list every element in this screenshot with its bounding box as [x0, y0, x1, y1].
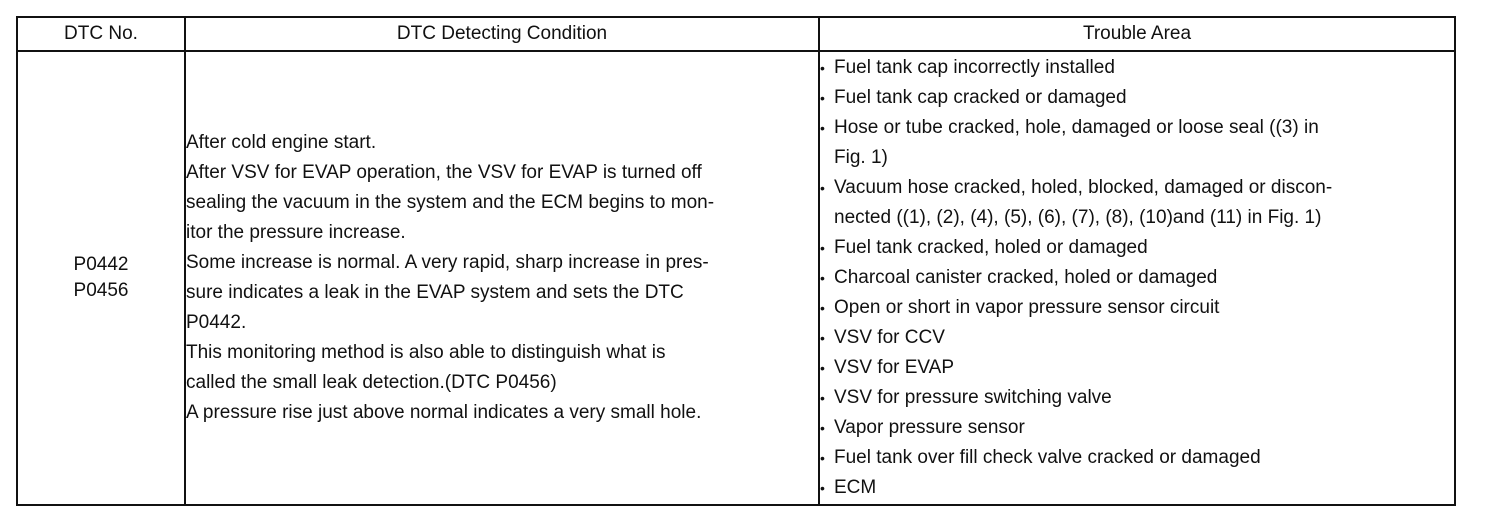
bullet-icon: •	[820, 60, 825, 76]
dtc-code: P0456	[73, 280, 129, 301]
list-item	[820, 53, 1454, 83]
trouble-area-text: VSV for CCV	[834, 327, 945, 348]
list-item	[820, 353, 1454, 383]
detecting-condition-cell	[185, 51, 819, 505]
condition-text-line: Some increase is normal. A very rapid, sharp increase in pres-	[186, 252, 709, 273]
condition-text-line: sure indicates a leak in the EVAP system and sets the DTC	[186, 282, 684, 303]
condition-text-line: itor the pressure increase.	[186, 222, 406, 243]
bullet-icon: •	[820, 480, 825, 496]
trouble-area-text: Hose or tube cracked, hole, damaged or loose seal ((3) in	[834, 117, 1319, 138]
list-item	[820, 113, 1454, 173]
list-item	[820, 413, 1454, 443]
trouble-area-list	[820, 53, 1454, 503]
condition-text-line: After cold engine start.	[186, 132, 377, 153]
trouble-area-text: nected ((1), (2), (4), (5), (6), (7), (8), (10)and (11) in Fig. 1)	[834, 207, 1322, 228]
trouble-area-text: Fuel tank over fill check valve cracked or damaged	[834, 447, 1261, 468]
condition-text-line: called the small leak detection.(DTC P0456)	[186, 372, 557, 393]
list-item	[820, 443, 1454, 473]
dtc-code: P0442	[73, 254, 129, 275]
bullet-icon: •	[820, 90, 825, 106]
bullet-icon: •	[820, 240, 825, 256]
list-item	[820, 233, 1454, 263]
trouble-area-text: VSV for pressure switching valve	[834, 387, 1112, 408]
condition-text-line: sealing the vacuum in the system and the ECM begins to mon-	[186, 192, 715, 213]
condition-text-line: A pressure rise just above normal indicates a very small hole.	[186, 402, 702, 423]
bullet-icon: •	[820, 330, 825, 346]
bullet-icon: •	[820, 450, 825, 466]
table-row	[17, 51, 1455, 505]
trouble-area-text: Fig. 1)	[834, 147, 888, 168]
trouble-area-cell	[819, 51, 1455, 505]
trouble-area-text: Fuel tank cap incorrectly installed	[834, 57, 1115, 78]
list-item	[820, 293, 1454, 323]
trouble-area-text: Vacuum hose cracked, holed, blocked, damaged or discon-	[834, 177, 1333, 198]
condition-text-line: After VSV for EVAP operation, the VSV for EVAP is turned off	[186, 162, 702, 183]
list-item	[820, 383, 1454, 413]
dtc-number-cell	[17, 51, 185, 505]
list-item	[820, 323, 1454, 353]
dtc-table	[16, 16, 1456, 506]
header-trouble-area: Trouble Area	[819, 17, 1455, 51]
condition-text-line: P0442.	[186, 312, 247, 333]
condition-text-line: This monitoring method is also able to distinguish what is	[186, 342, 666, 363]
trouble-area-text: Charcoal canister cracked, holed or damaged	[834, 267, 1218, 288]
list-item	[820, 83, 1454, 113]
bullet-icon: •	[820, 270, 825, 286]
trouble-area-text: Fuel tank cap cracked or damaged	[834, 87, 1127, 108]
list-item	[820, 473, 1454, 503]
bullet-icon: •	[820, 420, 825, 436]
header-row	[17, 17, 1455, 51]
list-item	[820, 263, 1454, 293]
header-detecting-condition: DTC Detecting Condition	[185, 17, 819, 51]
bullet-icon: •	[820, 300, 825, 316]
trouble-area-text: ECM	[834, 477, 877, 498]
bullet-icon: •	[820, 180, 825, 196]
bullet-icon: •	[820, 390, 825, 406]
bullet-icon: •	[820, 360, 825, 376]
trouble-area-text: VSV for EVAP	[834, 357, 955, 378]
list-item	[820, 173, 1454, 233]
bullet-icon: •	[820, 120, 825, 136]
trouble-area-text: Open or short in vapor pressure sensor circuit	[834, 297, 1220, 318]
header-dtc-no: DTC No.	[17, 17, 185, 51]
trouble-area-text: Fuel tank cracked, holed or damaged	[834, 237, 1148, 258]
trouble-area-text: Vapor pressure sensor	[834, 417, 1025, 438]
